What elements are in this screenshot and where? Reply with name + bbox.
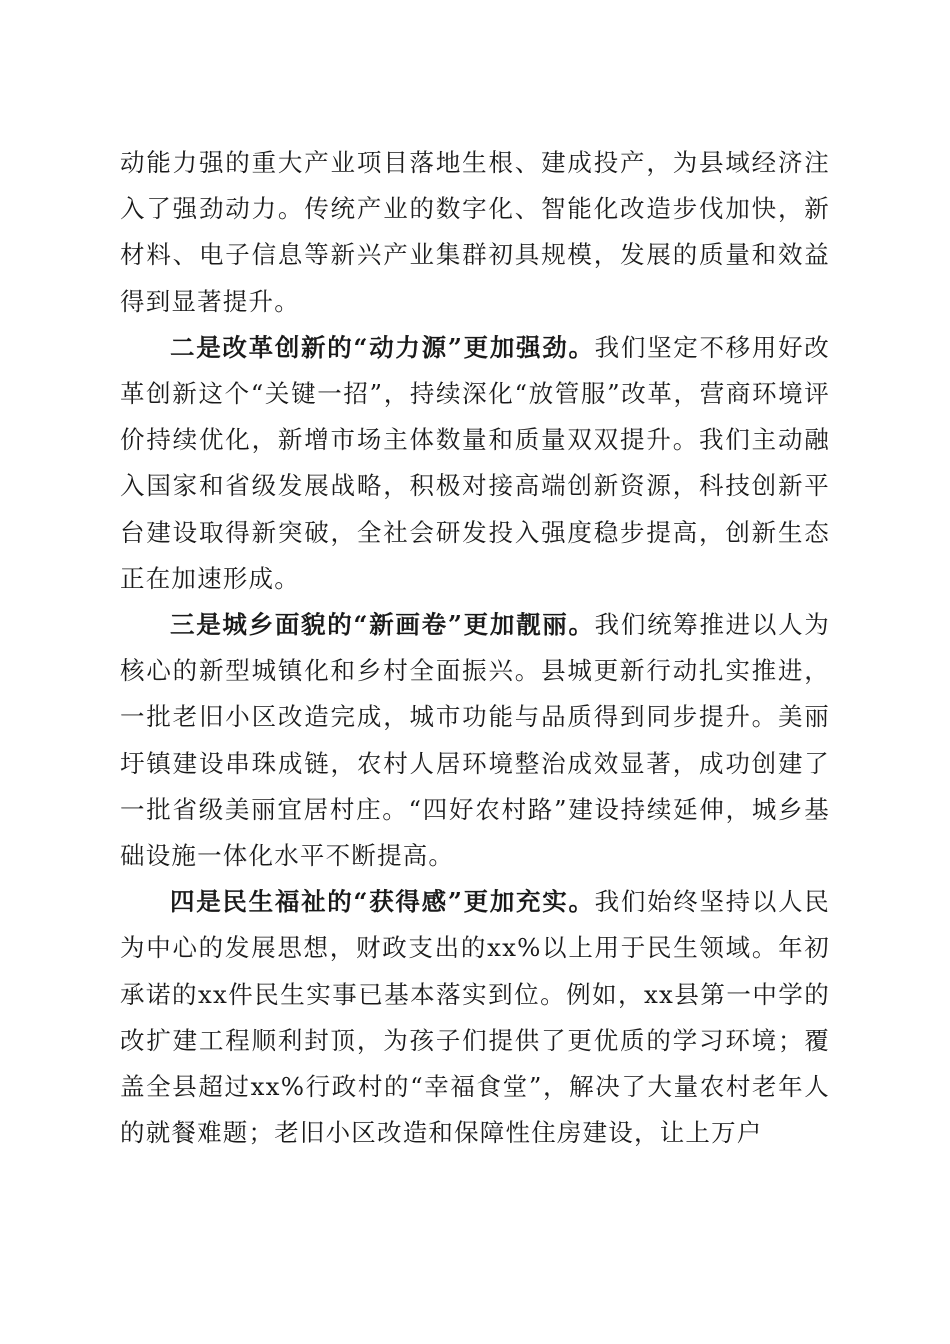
paragraph-1 bbox=[120, 140, 830, 325]
paragraph-2-heading: 二是改革创新的“动力源”更加强劲。 bbox=[170, 332, 595, 362]
paragraph-2-text: 我们坚定不移用好改革创新这个“关键一招”，持续深化“放管服”改革，营商环境评价持续优化，新增市场主体数量和质量双双提升。我们主动融入国家和省级发展战略，积极对接高端创新资源，科技创新平台建设取得新突破，全社会研发投入强度稳步提高，创新生态正在加速形成。 bbox=[120, 332, 830, 593]
paragraph-1-text: 动能力强的重大产业项目落地生根、建成投产，为县域经济注入了强劲动力。传统产业的数字化、智能化改造步伐加快，新材料、电子信息等新兴产业集群初具规模，发展的质量和效益得到显著提升。 bbox=[120, 148, 830, 316]
document-body bbox=[120, 140, 830, 1156]
paragraph-4-heading: 四是民生福祉的“获得感”更加充实。 bbox=[170, 887, 595, 917]
paragraph-3 bbox=[120, 602, 830, 879]
paragraph-2 bbox=[120, 325, 830, 602]
paragraph-3-heading: 三是城乡面貌的“新画卷”更加靓丽。 bbox=[170, 610, 595, 640]
paragraph-4 bbox=[120, 879, 830, 1156]
paragraph-3-text: 我们统筹推进以人为核心的新型城镇化和乡村全面振兴。县城更新行动扎实推进，一批老旧小区改造完成，城市功能与品质得到同步提升。美丽圩镇建设串珠成链，农村人居环境整治成效显著，成功创建了一批省级美丽宜居村庄。“四好农村路”建设持续延伸，城乡基础设施一体化水平不断提高。 bbox=[120, 610, 830, 871]
paragraph-4-text: 我们始终坚持以人民为中心的发展思想，财政支出的xx%以上用于民生领域。年初承诺的xx件民生实事已基本落实到位。例如，xx县第一中学的改扩建工程顺利封顶，为孩子们提供了更优质的学习环境；覆盖全县超过xx%行政村的“幸福食堂”，解决了大量农村老年人的就餐难题；老旧小区改造和保障性住房建设，让上万户 bbox=[120, 887, 830, 1148]
